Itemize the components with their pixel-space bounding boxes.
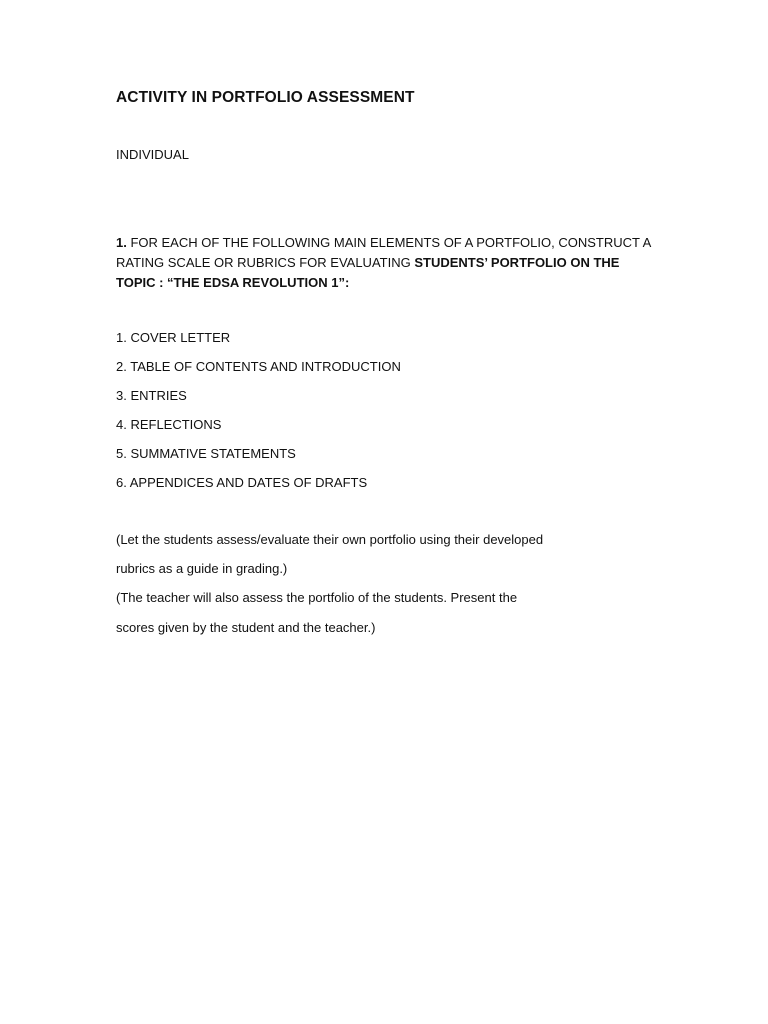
note-line: (Let the students assess/evaluate their own portfolio using their developed — [116, 532, 544, 547]
instruction-topic: STUDENTS’ PORTFOLIO ON THE TOPIC : “THE EDSA REVOLUTION 1”: — [116, 255, 620, 290]
activity-mode: INDIVIDUAL — [116, 147, 189, 162]
note-line: (The teacher will also assess the portfolio of the students. Present the — [116, 590, 518, 605]
portfolio-elements-list — [116, 329, 401, 503]
instruction-text: FOR EACH OF THE FOLLOWING MAIN ELEMENTS OF A PORTFOLIO, CONSTRUCT A RATING SCALE OR RUBRICS FOR EVALUATING — [116, 235, 651, 270]
list-item: 5. SUMMATIVE STATEMENTS — [116, 446, 296, 461]
list-item: 2. TABLE OF CONTENTS AND INTRODUCTION — [116, 359, 401, 374]
note-line: rubrics as a guide in grading.) — [116, 561, 288, 576]
note-line: scores given by the student and the teacher.) — [116, 620, 376, 635]
list-item: 4. REFLECTIONS — [116, 417, 222, 432]
list-item: 3. ENTRIES — [116, 388, 187, 403]
instruction-paragraph — [116, 233, 656, 293]
list-item: 6. APPENDICES AND DATES OF DRAFTS — [116, 475, 368, 490]
document-title: ACTIVITY IN PORTFOLIO ASSESSMENT — [116, 89, 415, 106]
list-item: 1. COVER LETTER — [116, 330, 231, 345]
instruction-number: 1. — [116, 235, 127, 250]
